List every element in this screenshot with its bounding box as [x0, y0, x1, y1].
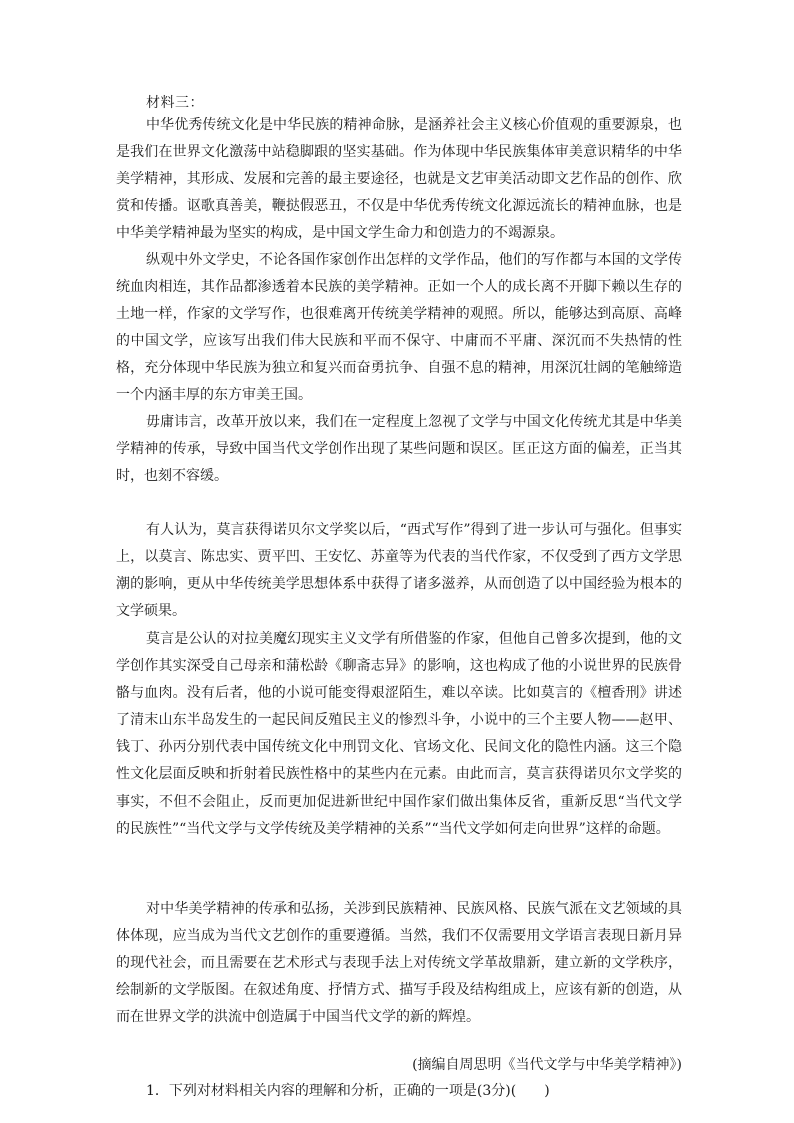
paragraph-2: 纵观中外文学史，不论各国作家创作出怎样的文学作品，他们的写作都与本国的文学传统血肉相连，其作品都渗透着本民族的美学精神。正如一个人的成长离不开脚下赖以生存的土地一样，作家的文学写作，也很难离开传统美学精神的观照。所以，能够达到高原、高峰的中国文学，应该写出我们伟大民族和平而不保守、中庸而不平庸、深沉而不失热情的性格，充分体现中华民族为独立和复兴而奋勇抗争、自强不息的精神，用深沉壮阔的笔触缔造一个内涵丰厚的东方审美王国。 — [116, 252, 682, 404]
paragraph-1: 中华优秀传统文化是中华民族的精神命脉，是涵养社会主义核心价值观的重要源泉，也是我们在世界文化激荡中站稳脚跟的坚实基础。作为体现中华民族集体审美意识精华的中华美学精神，其形成、发展和完善的最主要途径，也就是文艺审美活动即文艺作品的创作、欣赏和传播。讴歌真善美，鞭挞假恶丑，不仅是中华优秀传统文化源远流长的精神血脉，也是中华美学精神最为坚实的构成，是中国文学生命力和创造力的不竭源泉。 — [116, 117, 682, 242]
question-1: 1．下列对材料相关内容的理解和分析，正确的一项是(3分)( ) — [146, 1083, 550, 1099]
paragraph-5: 莫言是公认的对拉美魔幻现实主义文学有所借鉴的作家，但他自己曾多次提到，他的文学创作其实深受自己母亲和蒲松龄《聊斋志异》的影响，这也构成了他的小说世界的民族骨骼与血肉。没有后者，他的小说可能变得艰涩陌生，难以卒读。比如莫言的《檀香刑》讲述了清末山东半岛发生的一起民间反殖民主义的惨烈斗争，小说中的三个主要人物——赵甲、钱丁、孙丙分别代表中国传统文化中刑罚文化、官场文化、民间文化的隐性内涵。这三个隐性文化层面反映和折射着民族性格中的某些内在元素。由此而言，莫言获得诺贝尔文学奖的事实，不但不会阻止，反而更加促进新世纪中国作家们做出集体反省，重新反思“当代文学的民族性”“当代文学与文学传统及美学精神的关系”“当代文学如何走向世界”这样的命题。 — [116, 631, 682, 837]
paragraph-4: 有人认为，莫言获得诺贝尔文学奖以后，“西式写作”得到了进一步认可与强化。但事实上，以莫言、陈忠实、贾平凹、王安忆、苏童等为代表的当代作家，不仅受到了西方文学思潮的影响，更从中华传统美学思想体系中获得了诸多滋养，从而创造了以中国经验为根本的文学硕果。 — [116, 522, 682, 620]
paragraph-3: 毋庸讳言，改革开放以来，我们在一定程度上忽视了文学与中国文化传统尤其是中华美学精神的传承，导致中国当代文学创作出现了某些问题和误区。匡正这方面的偏差，正当其时，也刻不容缓。 — [116, 414, 682, 485]
paragraph-6: 对中华美学精神的传承和弘扬，关涉到民族精神、民族风格、民族气派在文艺领域的具体体现，应当成为当代文艺创作的重要遵循。当然，我们不仅需要用文学语言表现日新月异的现代社会，而且需要在艺术形式与表现手法上对传统文学革故鼎新，建立新的文学秩序，绘制新的文学版图。在叙述角度、抒情方式、描写手段及结构组成上，应该有新的创造，从而在世界文学的洪流中创造属于中国当代文学的新的辉煌。 — [116, 901, 682, 1026]
source-citation: (摘编自周思明《当代文学与中华美学精神》) — [412, 1057, 682, 1073]
material-heading: 材料三： — [146, 95, 204, 111]
